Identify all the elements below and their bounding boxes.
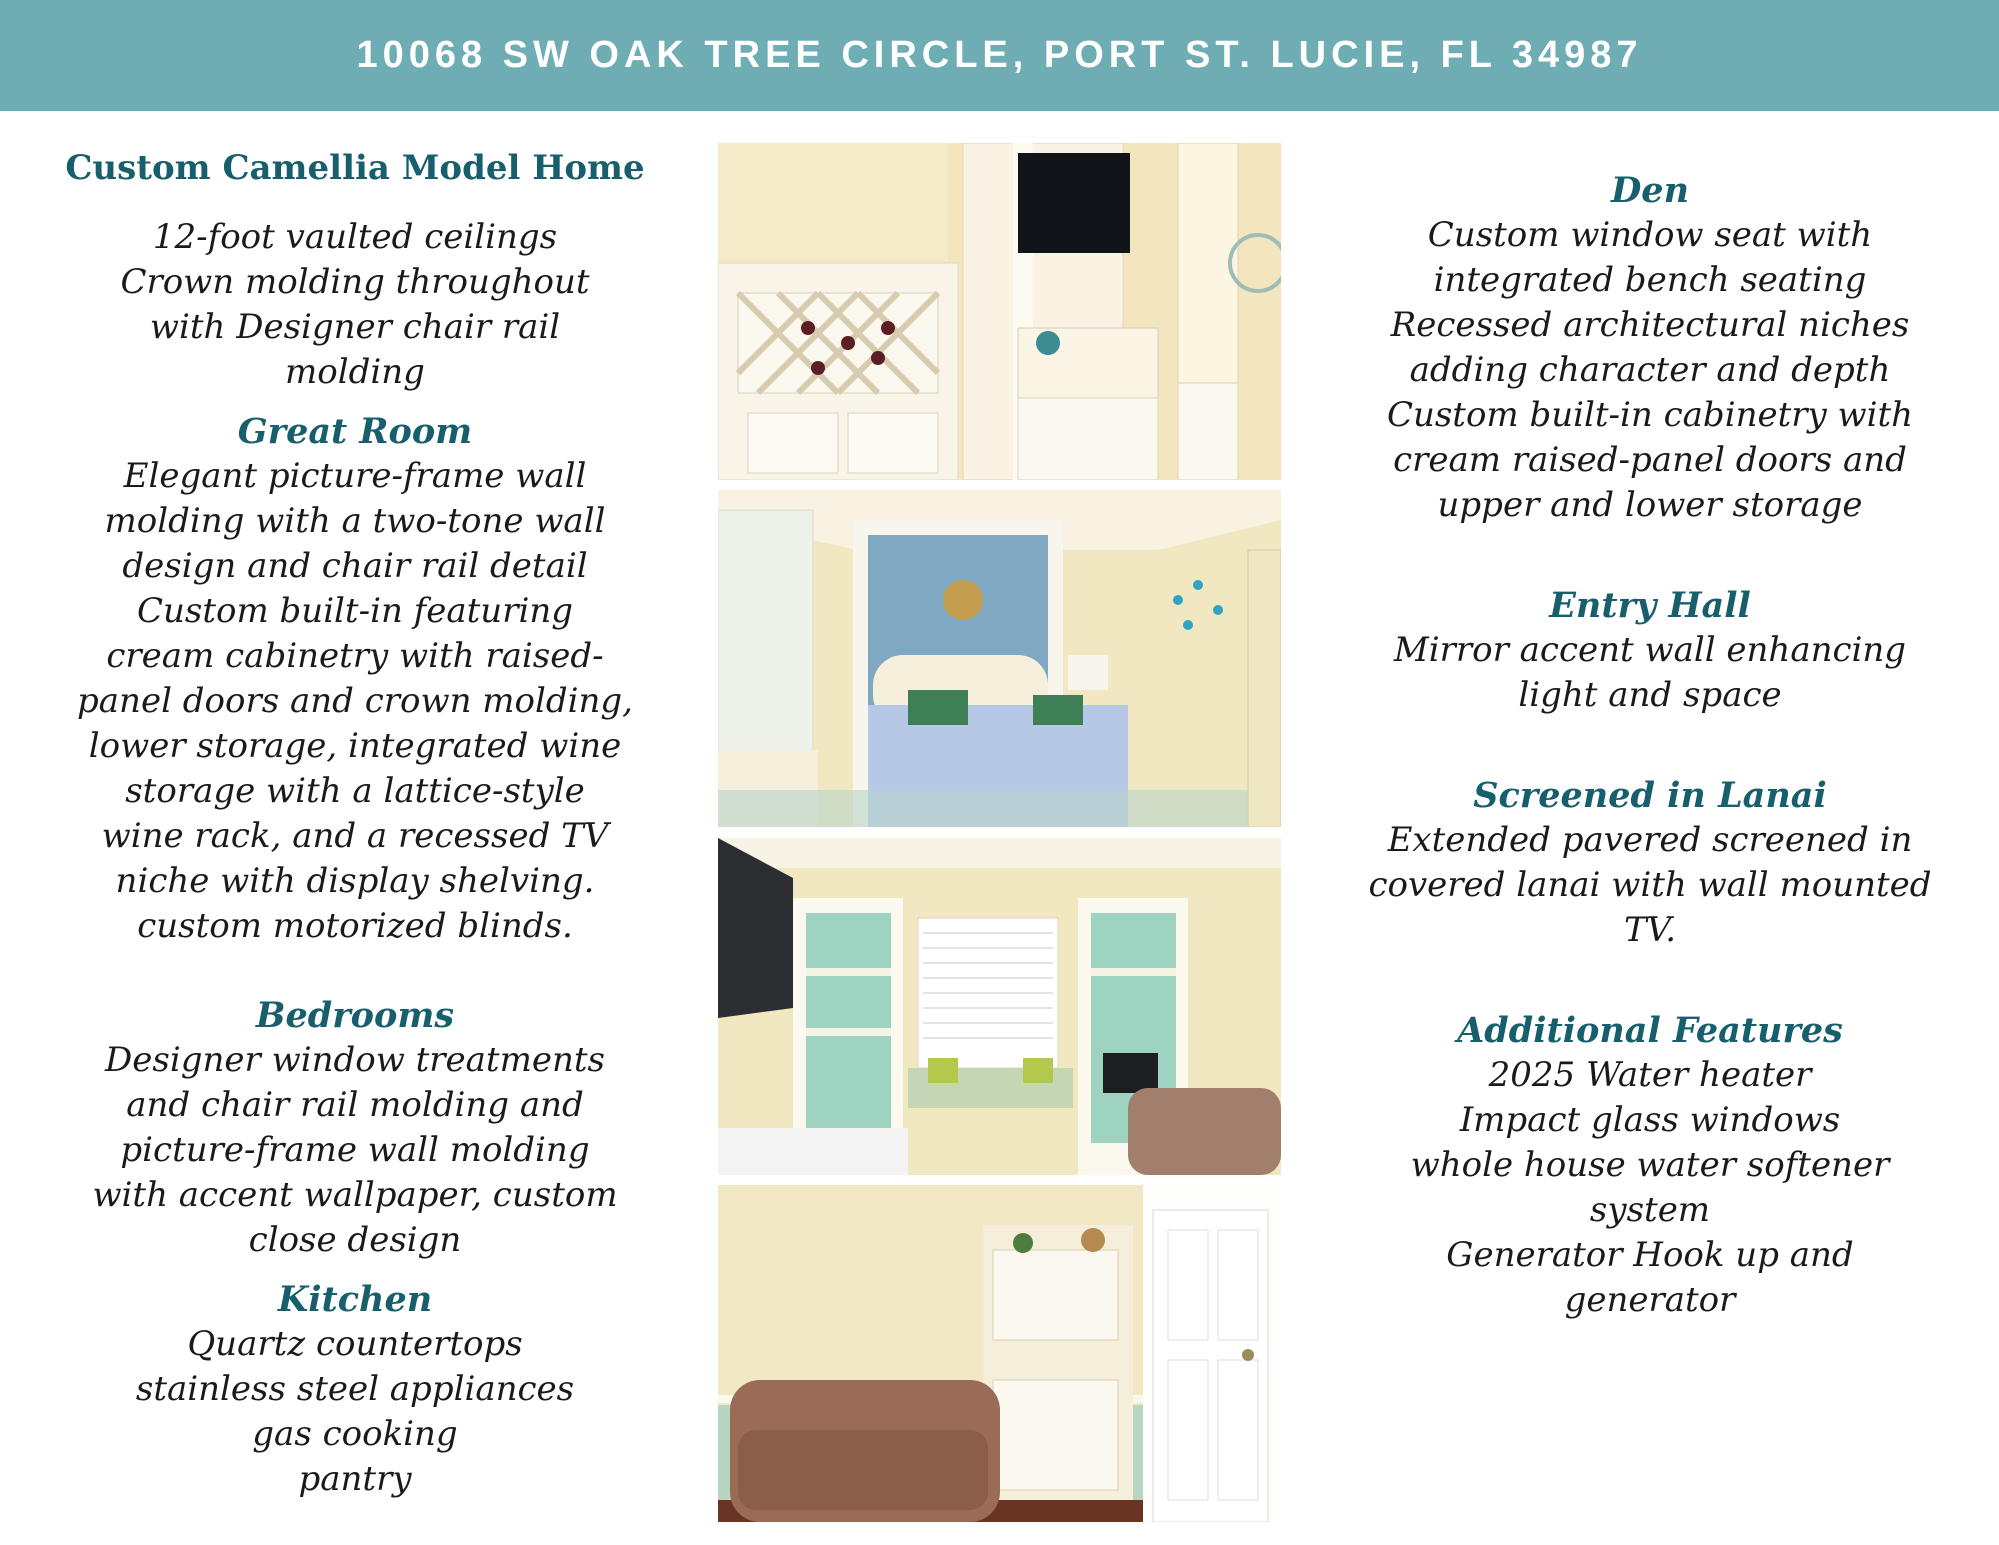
additional-features [1330, 1053, 1970, 1323]
additional-line: Impact glass windows [1459, 1100, 1841, 1140]
den-window-seat-photo [718, 838, 1281, 1175]
entry-hall-line: Mirror accent wall enhancing [1393, 630, 1907, 670]
intro-line: with Designer chair rail [149, 306, 561, 347]
great-room-heading: Great Room [237, 410, 473, 452]
additional-line: Generator Hook up and [1446, 1235, 1854, 1275]
great-room-line: molding with a two-tone wall [104, 500, 606, 541]
lanai-heading: Screened in Lanai [1473, 775, 1827, 816]
great-room-line: storage with a lattice-style [125, 770, 585, 811]
bedrooms-line: with accent wallpaper, custom [92, 1174, 618, 1215]
bedrooms-line: picture-frame wall molding [120, 1129, 590, 1170]
den-line: adding character and depth [1409, 350, 1891, 390]
den-heading: Den [1610, 170, 1690, 211]
model-home-title: Custom Camellia Model Home [65, 148, 645, 188]
den-line: integrated bench seating [1433, 260, 1867, 300]
lanai-features [1330, 818, 1970, 953]
bedrooms-features [40, 1038, 670, 1263]
bedrooms-line: close design [248, 1219, 462, 1260]
great-room-line: wine rack, and a recessed TV [101, 815, 609, 856]
right-column [1330, 168, 1970, 1323]
entry-hall-features [1330, 628, 1970, 718]
left-column [40, 148, 670, 1502]
den-line: Custom window seat with [1427, 215, 1873, 255]
lanai-line: covered lanai with wall mounted [1368, 865, 1932, 905]
great-room-line: panel doors and crown molding, [77, 680, 633, 721]
intro-features [40, 215, 670, 395]
additional-line: generator [1564, 1280, 1736, 1320]
great-room-line: Elegant picture-frame wall [123, 455, 587, 496]
lanai-line: TV. [1623, 910, 1677, 950]
great-room-features [40, 454, 670, 949]
built-in-wine-rack-photo [718, 143, 1281, 480]
kitchen-line: pantry [298, 1458, 412, 1499]
kitchen-line: Quartz countertops [187, 1323, 523, 1364]
additional-line: system [1589, 1190, 1711, 1230]
den-line: upper and lower storage [1437, 485, 1863, 525]
kitchen-features [40, 1322, 670, 1502]
intro-line: 12-foot vaulted ceilings [152, 216, 558, 257]
great-room-line: Custom built-in featuring [136, 590, 573, 631]
den-line: Custom built-in cabinetry with [1386, 395, 1914, 435]
lanai-line: Extended pavered screened in [1387, 820, 1913, 860]
bedroom-photo [718, 490, 1281, 827]
entry-hall-heading: Entry Hall [1549, 585, 1751, 626]
living-room-loveseat-photo [718, 1185, 1281, 1522]
additional-line: 2025 Water heater [1488, 1055, 1812, 1095]
great-room-line: design and chair rail detail [122, 545, 588, 586]
intro-line: molding [285, 351, 425, 392]
kitchen-heading: Kitchen [277, 1278, 433, 1320]
kitchen-line: gas cooking [252, 1413, 458, 1454]
entry-hall-line: light and space [1518, 675, 1782, 715]
great-room-line: lower storage, integrated wine [88, 725, 622, 766]
header-banner [0, 0, 1999, 111]
den-line: cream raised-panel doors and [1393, 440, 1907, 480]
bedrooms-line: and chair rail molding and [126, 1084, 584, 1125]
intro-line: Crown molding throughout [120, 261, 590, 302]
great-room-line: custom motorized blinds. [137, 905, 573, 946]
kitchen-line: stainless steel appliances [135, 1368, 575, 1409]
den-line: Recessed architectural niches [1390, 305, 1910, 345]
additional-features-heading: Additional Features [1457, 1010, 1843, 1051]
bedrooms-heading: Bedrooms [255, 994, 455, 1036]
property-address: 10068 SW OAK TREE CIRCLE, PORT ST. LUCIE, FL 34987 [356, 34, 1643, 76]
den-features [1330, 213, 1970, 528]
great-room-line: niche with display shelving. [115, 860, 595, 901]
additional-line: whole house water softener [1410, 1145, 1890, 1185]
bedrooms-line: Designer window treatments [105, 1039, 605, 1080]
great-room-line: cream cabinetry with raised- [106, 635, 604, 676]
